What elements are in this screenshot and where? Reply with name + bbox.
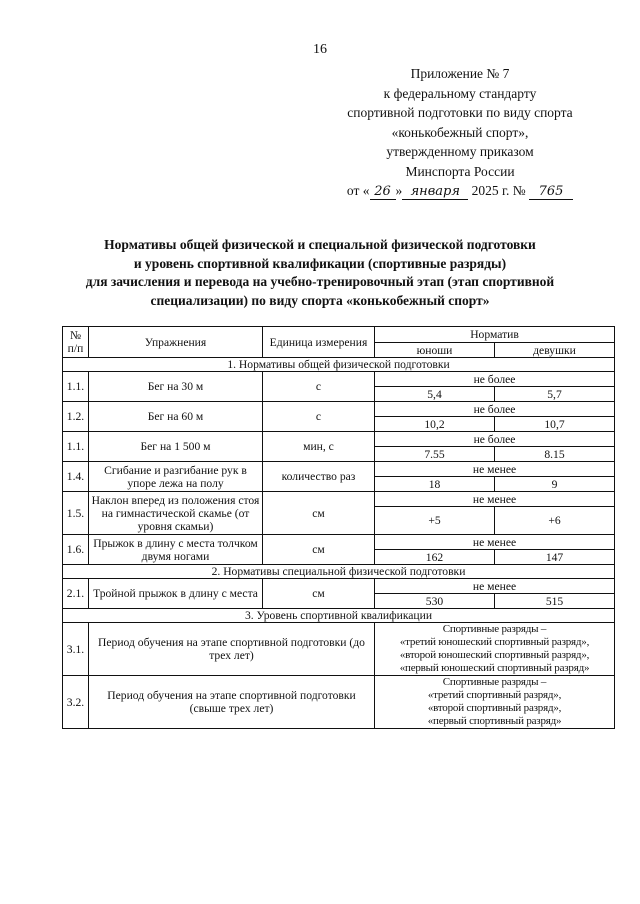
annex-line: к федеральному стандарту — [383, 85, 537, 101]
handwritten-day: 26 — [370, 185, 396, 200]
header-unit: Единица измерения — [263, 327, 375, 358]
qualification-line: «второй спортивный разряд», — [427, 702, 562, 714]
row-number: 3.2. — [63, 676, 89, 729]
date-year: 2025 г. № — [471, 183, 526, 198]
girls-value: 5,7 — [495, 387, 615, 402]
annex-line: спортивной подготовки по виду спорта — [347, 105, 573, 120]
row-number: 1.6. — [63, 535, 89, 565]
norm-condition: не менее — [375, 535, 615, 550]
girls-value: +6 — [495, 507, 615, 535]
annex-line: утвержденному приказом — [386, 144, 534, 159]
annex-line: Приложение № 7 — [410, 66, 510, 81]
exercise-cell: Прыжок в длину с места толчком двумя ногами — [89, 535, 263, 565]
annex-line: «конькобежный спорт», — [391, 124, 529, 140]
annex-header — [300, 64, 620, 201]
boys-value: 162 — [375, 550, 495, 565]
annex-date-line — [300, 181, 620, 201]
row-number: 1.1. — [63, 432, 89, 462]
handwritten-month: января — [402, 185, 468, 200]
girls-value: 8.15 — [495, 447, 615, 462]
unit-cell: см — [263, 535, 375, 565]
exercise-cell: Период обучения на этапе спортивной подготовки (до трех лет) — [89, 623, 375, 676]
date-prefix: от « — [346, 183, 370, 198]
boys-value: 10,2 — [375, 417, 495, 432]
boys-value: 18 — [375, 477, 495, 492]
row-number: 1.2. — [63, 402, 89, 432]
section-heading: 2. Нормативы специальной физической подготовки — [63, 565, 615, 579]
boys-value: 7.55 — [375, 447, 495, 462]
norm-condition: не более — [375, 372, 615, 387]
qualification-cell — [375, 676, 615, 729]
row-number: 3.1. — [63, 623, 89, 676]
girls-value: 10,7 — [495, 417, 615, 432]
exercise-cell: Бег на 1 500 м — [89, 432, 263, 462]
boys-value: +5 — [375, 507, 495, 535]
girls-value: 147 — [495, 550, 615, 565]
unit-cell: с — [263, 372, 375, 402]
norm-condition: не более — [375, 402, 615, 417]
qualification-cell — [375, 623, 615, 676]
girls-value: 515 — [495, 594, 615, 609]
title-line: специализации) по виду спорта «конькобежный спорт» — [150, 292, 490, 308]
norms-table — [62, 326, 615, 729]
header-norm: Норматив — [375, 327, 615, 343]
exercise-cell: Бег на 30 м — [89, 372, 263, 402]
girls-value: 9 — [495, 477, 615, 492]
exercise-cell: Наклон вперед из положения стоя на гимнастической скамье (от уровня скамьи) — [89, 492, 263, 535]
unit-cell: количество раз — [263, 462, 375, 492]
exercise-cell: Период обучения на этапе спортивной подготовки (свыше трех лет) — [89, 676, 375, 729]
title-line: для зачисления и перевода на учебно-тренировочный этап (этап спортивной — [85, 274, 555, 289]
norm-condition: не более — [375, 432, 615, 447]
qualification-line: «третий спортивный разряд», — [427, 689, 562, 701]
date-mid: » — [395, 183, 403, 198]
unit-cell: см — [263, 492, 375, 535]
row-number: 1.5. — [63, 492, 89, 535]
qualification-line: «третий юношеский спортивный разряд», — [399, 636, 590, 648]
section-heading: 3. Уровень спортивной квалификации — [63, 609, 615, 623]
qualification-line: Спортивные разряды – — [442, 676, 547, 688]
section-heading: 1. Нормативы общей физической подготовки — [63, 358, 615, 372]
header-exercise: Упражнения — [89, 327, 263, 358]
unit-cell: мин, с — [263, 432, 375, 462]
header-girls: девушки — [495, 343, 615, 358]
qualification-line: «первый спортивный разряд» — [427, 715, 562, 727]
norm-condition: не менее — [375, 579, 615, 594]
qualification-line: «первый юношеский спортивный разряд» — [399, 662, 590, 674]
exercise-cell: Сгибание и разгибание рук в упоре лежа на полу — [89, 462, 263, 492]
norm-condition: не менее — [375, 462, 615, 477]
boys-value: 5,4 — [375, 387, 495, 402]
exercise-cell: Тройной прыжок в длину с места — [89, 579, 263, 609]
row-number: 1.1. — [63, 372, 89, 402]
annex-line: Минспорта России — [405, 163, 515, 179]
title-line: и уровень спортивной квалификации (спортивные разряды) — [133, 255, 507, 271]
norm-condition: не менее — [375, 492, 615, 507]
qualification-line: «второй юношеский спортивный разряд», — [399, 649, 590, 661]
boys-value: 530 — [375, 594, 495, 609]
header-boys: юноши — [375, 343, 495, 358]
row-number: 1.4. — [63, 462, 89, 492]
unit-cell: см — [263, 579, 375, 609]
page-number: 16 — [313, 42, 327, 57]
title-line: Нормативы общей физической и специальной физической подготовки — [104, 237, 536, 252]
row-number: 2.1. — [63, 579, 89, 609]
exercise-cell: Бег на 60 м — [89, 402, 263, 432]
header-num: № п/п — [63, 327, 89, 358]
document-title — [40, 236, 600, 310]
qualification-line: Спортивные разряды – — [442, 623, 547, 635]
unit-cell: с — [263, 402, 375, 432]
handwritten-order-number: 765 — [529, 185, 573, 200]
